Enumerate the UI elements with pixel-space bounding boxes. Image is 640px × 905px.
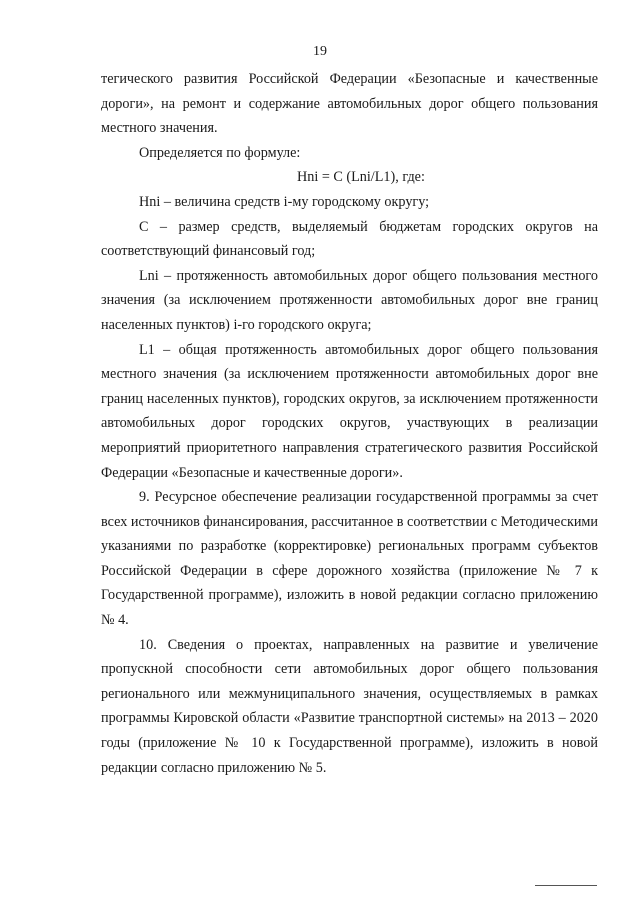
definition-c: C – размер средств, выделяемый бюджетам городских округов на соответствующий финансовый год; [101,218,598,260]
body-text [101,67,598,780]
definition-lni: Lni – протяженность автомобильных дорог общего пользования местного значения (за исключением протяженности автомобильных дорог вне границ населенных пунктов) i-го городского округа; [101,267,598,333]
paragraph-continuation: тегического развития Российской Федерации «Безопасные и качественные дороги», на ремонт и содержание автомобильных дорог общего пользования местного значения. [101,71,598,137]
paragraph-formula-intro: Определяется по формуле: [139,144,301,161]
footer-rule [535,885,597,886]
formula: Hni = C (Lni/L1), где: [297,169,425,186]
paragraph-item-9: 9. Ресурсное обеспечение реализации государственной программы за счет всех источников финансирования, рассчитанное в соответствии с Методическими указаниями по разработке (корректировке) региональных программ субъектов Российской Федерации в сфере дорожного хозяйства (приложение № 7 к Государственной программе), изложить в новой редакции согласно приложению № 4. [101,489,598,629]
paragraph-item-10: 10. Сведения о проектах, направленных на развитие и увеличение пропускной способности сети автомобильных дорог общего пользования регионального или межмуниципального значения, осуществляемых в рамках программы Кировской области «Развитие транспортной системы» на 2013 – 2020 годы (приложение № 10 к Государственной программе), изложить в новой редакции согласно приложению № 5. [101,636,598,776]
definition-l1: L1 – общая протяженность автомобильных дорог общего пользования местного значения (за исключением протяженности автомобильных дорог вне границ населенных пунктов), городских округов, за исключением протяженности автомобильных дорог городских округов, участвующих в реализации мероприятий приоритетного направления стратегического развития Российской Федерации «Безопасные и качественные дороги». [101,341,598,481]
definition-hni: Hni – величина средств i-му городскому округу; [139,193,430,210]
page-number: 19 [313,44,327,59]
